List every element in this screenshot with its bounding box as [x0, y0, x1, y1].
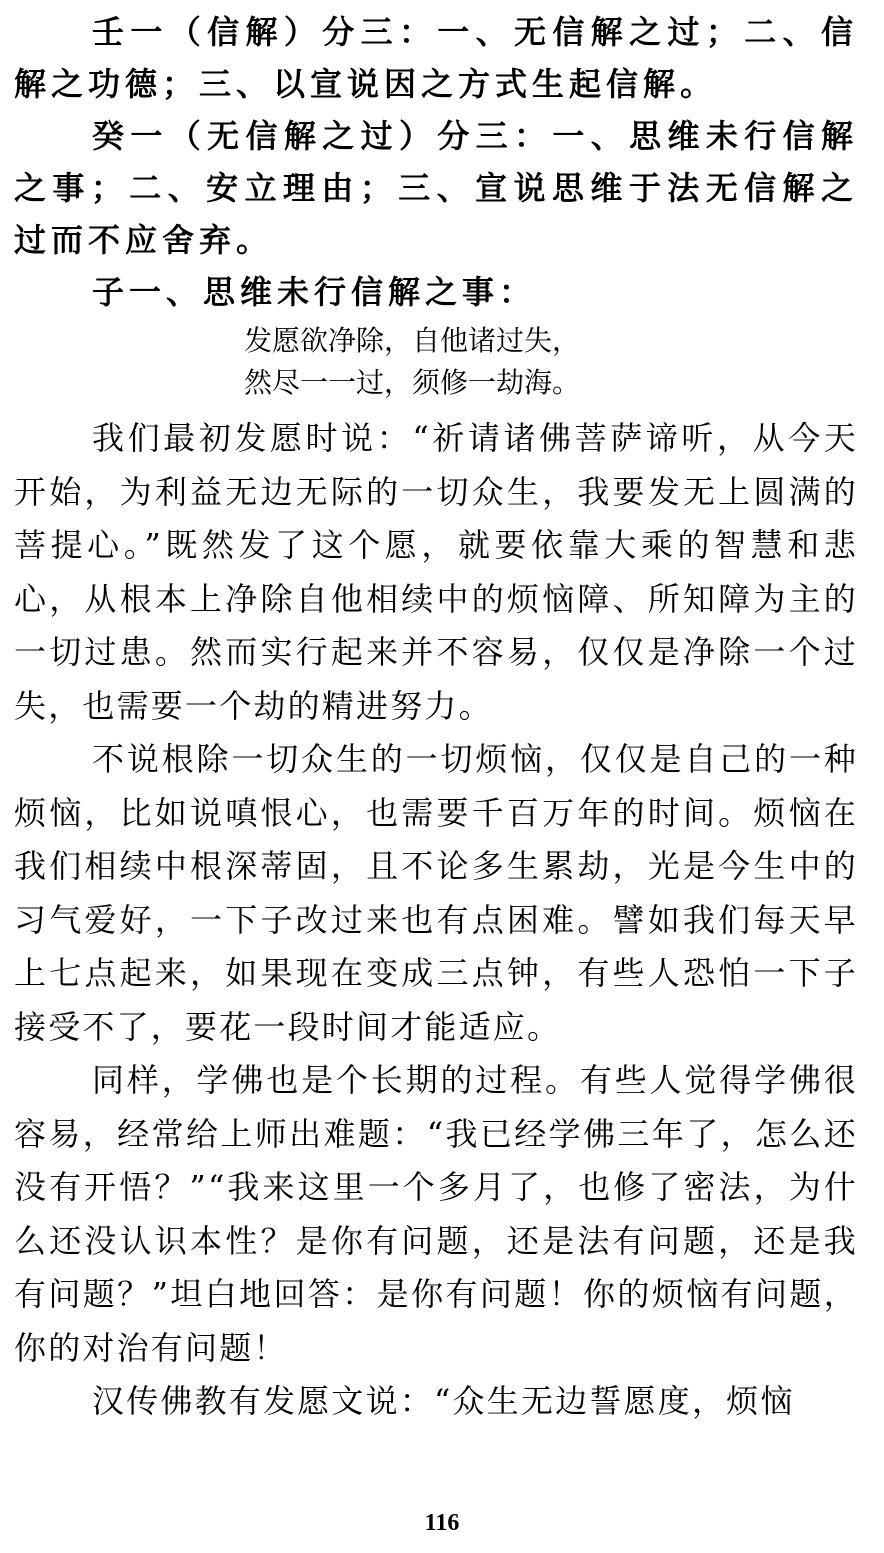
section-heading-zi-yi: 子一、思维未行信解之事：	[92, 273, 537, 311]
verse-line: 发愿欲净除，自他诸过失，	[244, 324, 581, 357]
verse-block	[14, 320, 858, 404]
body-paragraph: 汉传佛教有发愿文说：“众生无边誓愿度，烦恼	[92, 1382, 795, 1420]
page-number: 116	[424, 1510, 460, 1536]
page-content	[14, 6, 858, 1429]
body-paragraph: 不说根除一切众生的一切烦恼，仅仅是自己的一种烦恼，比如说嗔恨心，也需要千百万年的时间。烦恼在我们相续中根深蒂固，且不论多生累劫，光是今生中的习气爱好，一下子改过来也有点困难。譬如我们每天早上七点起来，如果现在变成三点钟，有些人恐怕一下子接受不了，要花一段时间才能适应。	[14, 740, 858, 1046]
body-paragraph: 我们最初发愿时说：“祈请诸佛菩萨谛听，从今天开始，为利益无边无际的一切众生，我要发无上圆满的菩提心。”既然发了这个愿，就要依靠大乘的智慧和悲心，从根本上净除自他相续中的烦恼障、所知障为主的一切过患。然而实行起来并不容易，仅仅是净除一个过失，也需要一个劫的精进努力。	[14, 419, 858, 725]
section-heading-gui-yi: 癸一（无信解之过）分三：一、思维未行信解之事；二、安立理由；三、宣说思维于法无信解之过而不应舍弃。	[14, 117, 858, 259]
section-heading-ren-yi: 壬一（信解）分三：一、无信解之过；二、信解之功德；三、以宣说因之方式生起信解。	[14, 13, 858, 103]
verse-line: 然尽一一过，须修一劫海。	[244, 366, 581, 399]
body-paragraph: 同样，学佛也是个长期的过程。有些人觉得学佛很容易，经常给上师出难题：“我已经学佛三年了，怎么还没有开悟？”“我来这里一个多月了，也修了密法，为什么还没认识本性？是你有问题，还是法有问题，还是我有问题？”坦白地回答：是你有问题！你的烦恼有问题，你的对治有问题！	[14, 1061, 858, 1367]
